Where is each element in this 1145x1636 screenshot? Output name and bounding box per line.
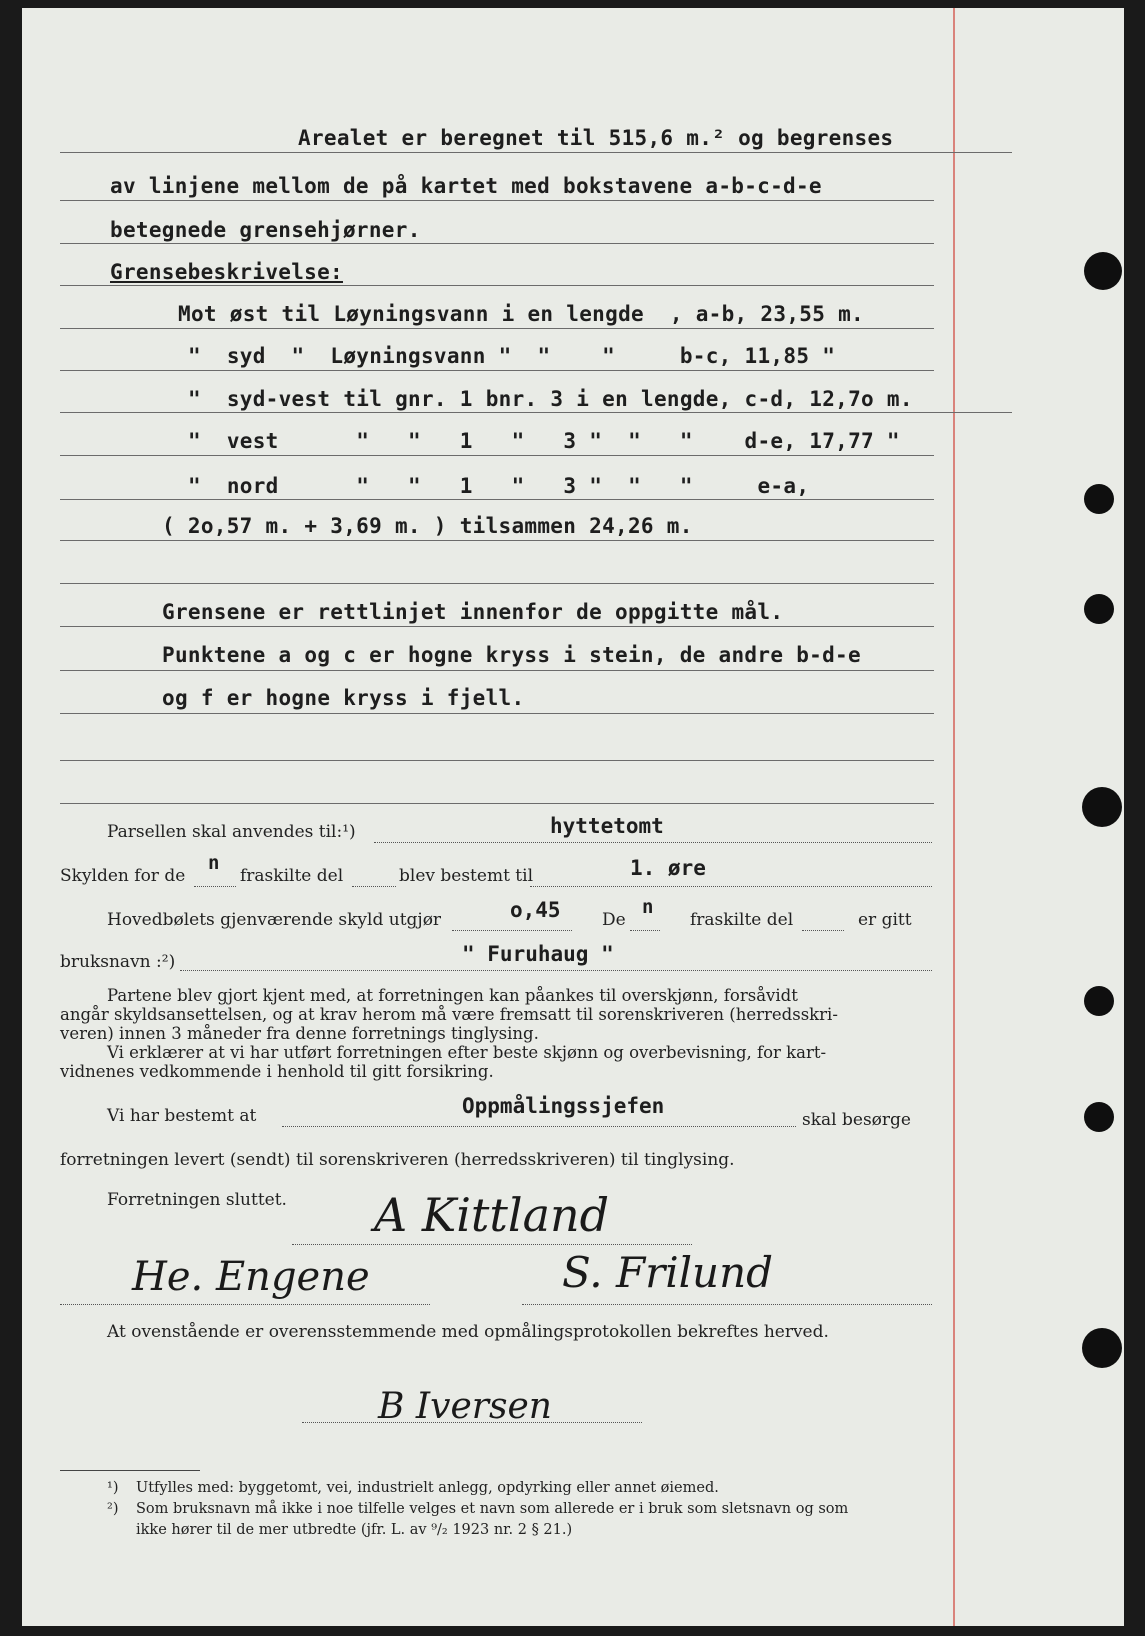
signature-line xyxy=(60,1304,430,1305)
use-label: Parsellen skal anvendes til:¹) xyxy=(107,822,356,842)
dotted-fill-line xyxy=(452,930,572,931)
bekreftes-line: At ovenstående er overensstemmende med opmålingsprotokollen bekreftes herved. xyxy=(107,1322,829,1342)
bruksnavn-label: bruksnavn :²) xyxy=(60,952,176,972)
typed-line: " syd " Løyningsvann " " " b-c, 11,85 " xyxy=(188,344,836,368)
signature-line xyxy=(522,1304,932,1305)
typed-line: Punktene a og c er hogne kryss i stein, de andre b-d-e xyxy=(162,643,861,667)
dotted-fill-line xyxy=(374,842,932,843)
ruled-line xyxy=(60,370,934,371)
signature: A Kittland xyxy=(374,1188,610,1242)
signature-line xyxy=(292,1244,692,1245)
punch-hole xyxy=(1084,1102,1114,1132)
paragraph-line: Partene blev gjort kjent med, at forretningen kan påankes til overskjønn, forsåvidt xyxy=(107,986,798,1005)
paragraph-line: veren) innen 3 måneder fra denne forretnings tinglysing. xyxy=(60,1024,539,1043)
punch-hole xyxy=(1082,787,1122,827)
fraskilte-del-label: fraskilte del xyxy=(690,910,794,930)
skyld-label: Skylden for de xyxy=(60,866,186,886)
use-value: hyttetomt xyxy=(550,814,664,838)
punch-hole xyxy=(1082,1328,1122,1368)
bruksnavn-value: " Furuhaug " xyxy=(462,942,614,966)
typed-line: betegnede grensehjørner. xyxy=(110,218,421,242)
besorge-label: skal besørge xyxy=(802,1110,911,1130)
bestemt-value: Oppmålingssjefen xyxy=(462,1094,665,1118)
ruled-line xyxy=(60,152,1012,153)
margin-line xyxy=(953,8,955,1626)
footnote-mark: ¹) xyxy=(107,1480,119,1496)
paragraph-line: Vi erklærer at vi har utført forretningen efter beste skjønn og overbevisning, for kart- xyxy=(107,1043,827,1062)
footnote-2-cont: ikke hører til de mer utbredte (jfr. L. av ⁹/₂ 1923 nr. 2 § 21.) xyxy=(136,1522,573,1538)
er-gitt-label: er gitt xyxy=(858,910,912,930)
sluttet-line: Forretningen sluttet. xyxy=(107,1190,287,1210)
document-page xyxy=(22,8,1124,1626)
paragraph-line: vidnenes vedkommende i henhold til gitt forsikring. xyxy=(60,1062,494,1081)
dotted-fill-line xyxy=(630,930,660,931)
hoved-label: Hovedbølets gjenværende skyld utgjør xyxy=(107,910,442,930)
punch-hole xyxy=(1084,986,1114,1016)
punch-hole xyxy=(1084,484,1114,514)
dotted-fill-line xyxy=(530,886,932,887)
typed-line: " syd-vest til gnr. 1 bnr. 3 i en lengde, c-d, 12,7o m. xyxy=(188,387,913,411)
de-n: n xyxy=(642,896,654,918)
fraskilte-label: fraskilte del xyxy=(240,866,344,886)
footnote-1: Utfylles med: byggetomt, vei, industrielt anlegg, opdyrking eller annet øiemed. xyxy=(136,1480,719,1496)
dotted-fill-line xyxy=(180,970,932,971)
typed-line: og f er hogne kryss i fjell. xyxy=(162,686,525,710)
signature: B Iversen xyxy=(378,1386,552,1427)
ruled-line xyxy=(60,200,934,201)
skyld-value: 1. øre xyxy=(630,856,706,880)
dotted-fill-line xyxy=(194,886,236,887)
de-label: De xyxy=(602,910,626,930)
ruled-line xyxy=(60,328,934,329)
typed-line: " vest " " 1 " 3 " " " d-e, 17,77 " xyxy=(188,429,900,453)
ruled-line xyxy=(60,803,934,804)
ruled-line xyxy=(60,626,934,627)
typed-line: Arealet er beregnet til 515,6 m.² og begrenses xyxy=(298,126,894,150)
ruled-line xyxy=(60,412,1012,413)
signature: He. Engene xyxy=(132,1254,370,1300)
ruled-line xyxy=(60,285,934,286)
ruled-line xyxy=(60,455,934,456)
hoved-value: o,45 xyxy=(510,898,561,922)
footnote-2: Som bruksnavn må ikke i noe tilfelle velges et navn som allerede er i bruk som sletsnavn og som xyxy=(136,1501,849,1517)
footnote-rule xyxy=(60,1470,200,1471)
skyld-n: n xyxy=(208,852,220,874)
bestemt-label: Vi har bestemt at xyxy=(107,1106,257,1126)
typed-line: av linjene mellom de på kartet med bokstavene a-b-c-d-e xyxy=(110,174,822,198)
signature: S. Frilund xyxy=(562,1248,774,1297)
ruled-line xyxy=(60,713,934,714)
ruled-line xyxy=(60,499,934,500)
ruled-line xyxy=(60,243,934,244)
dotted-fill-line xyxy=(352,886,396,887)
paragraph-line: angår skyldsansettelsen, og at krav herom må være fremsatt til sorenskriveren (herredsskri- xyxy=(60,1005,838,1024)
bestemt-til-label: blev bestemt til xyxy=(399,866,534,886)
typed-line: ( 2o,57 m. + 3,69 m. ) tilsammen 24,26 m. xyxy=(162,514,693,538)
ruled-line xyxy=(60,540,934,541)
section-heading: Grensebeskrivelse: xyxy=(110,260,343,284)
punch-hole xyxy=(1084,594,1114,624)
levert-line: forretningen levert (sendt) til sorenskriveren (herredsskriveren) til tinglysing. xyxy=(60,1150,735,1170)
typed-line: Grensene er rettlinjet innenfor de oppgitte mål. xyxy=(162,600,784,624)
dotted-fill-line xyxy=(282,1126,796,1127)
footnote-mark: ²) xyxy=(107,1501,119,1517)
dotted-fill-line xyxy=(802,930,844,931)
typed-line: " nord " " 1 " 3 " " " e-a, xyxy=(188,474,810,498)
typed-line: Mot øst til Løyningsvann i en lengde , a-b, 23,55 m. xyxy=(178,302,864,326)
ruled-line xyxy=(60,760,934,761)
ruled-line xyxy=(60,583,934,584)
ruled-line xyxy=(60,670,934,671)
punch-hole xyxy=(1084,252,1122,290)
